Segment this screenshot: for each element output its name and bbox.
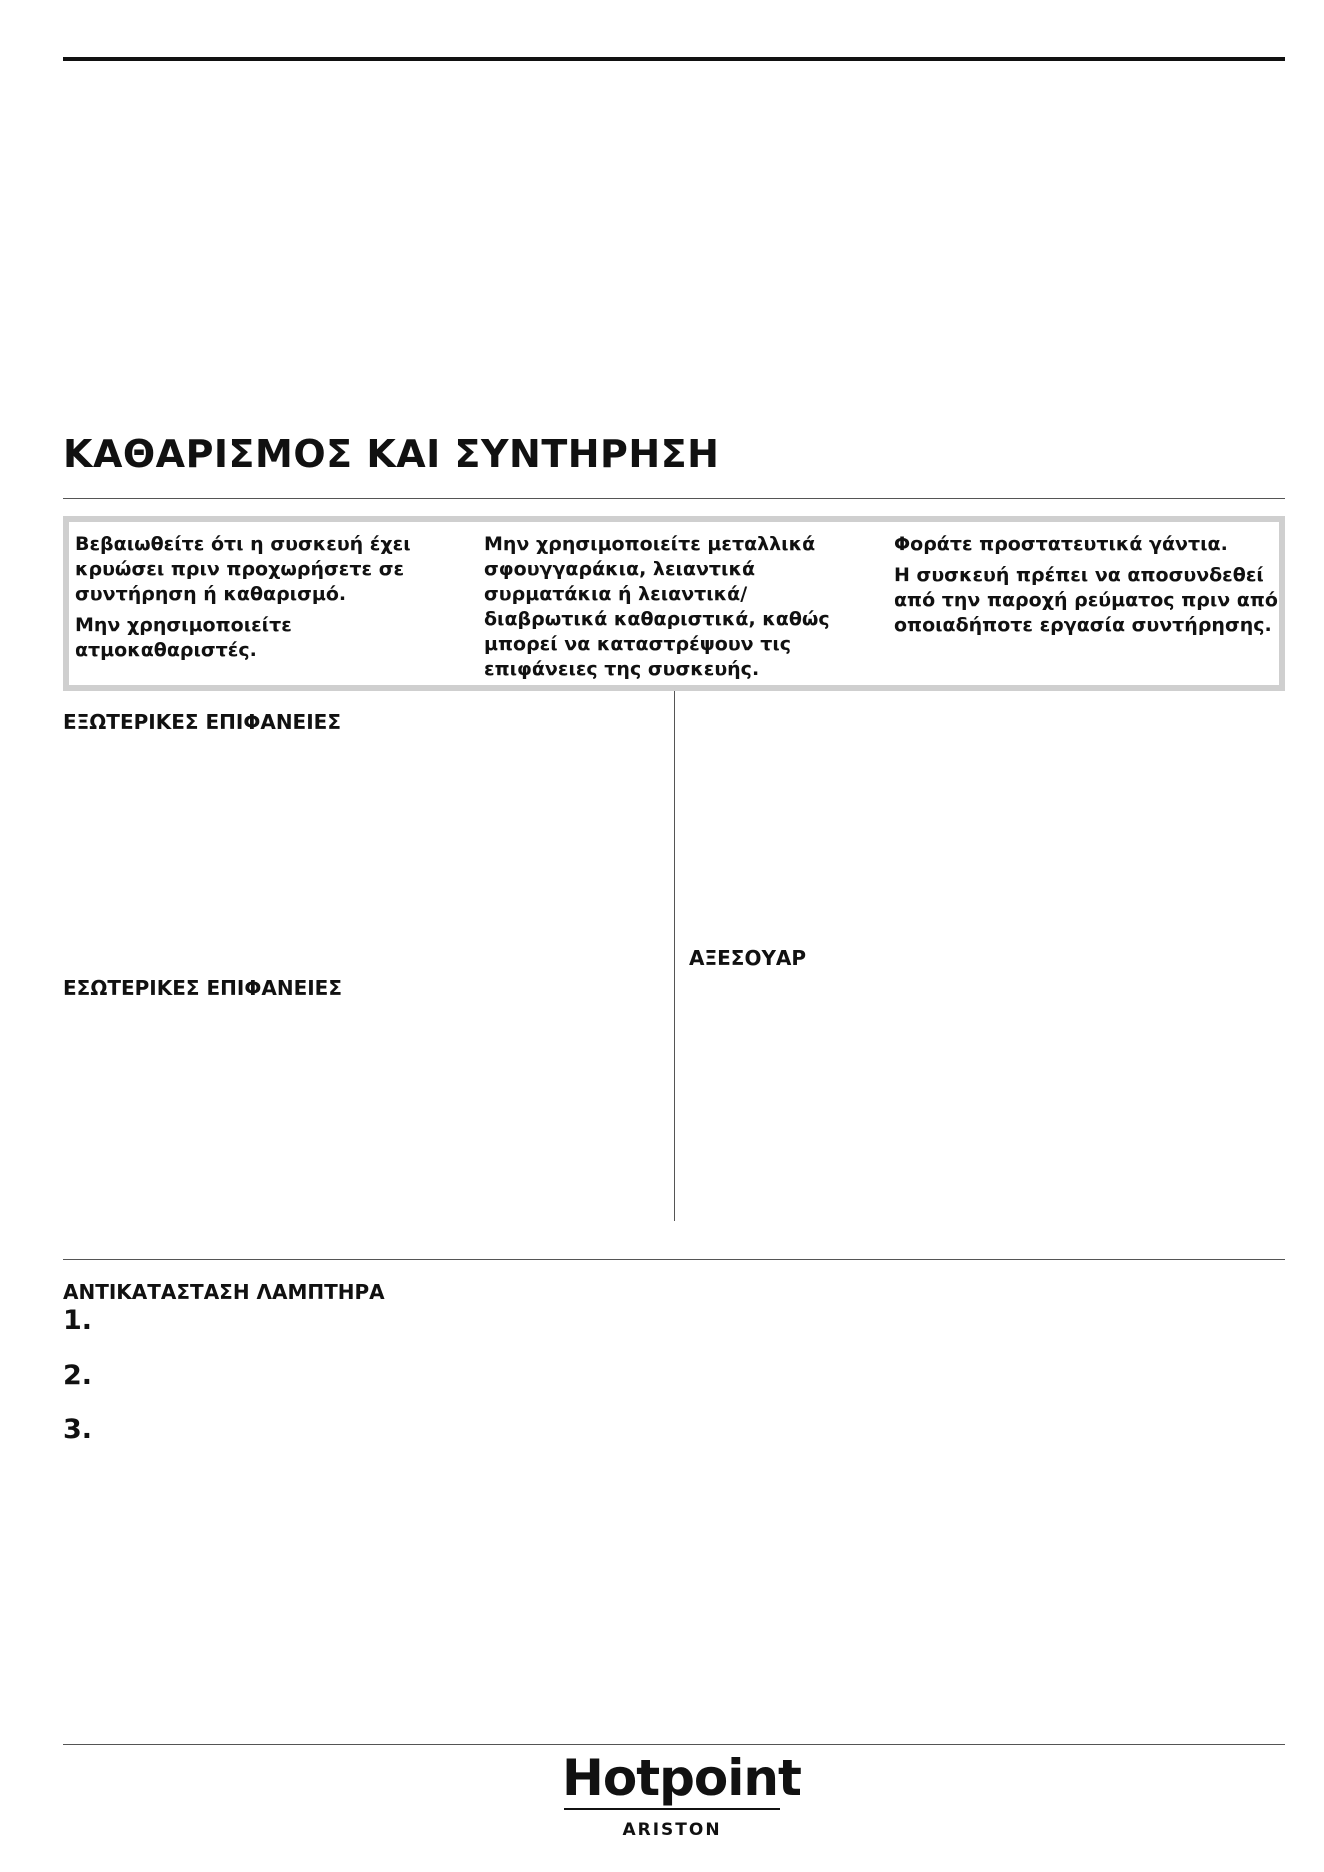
warning-text: Η συσκευή πρέπει να αποσυνδεθεί από την παροχή ρεύματος πριν από οποιαδήποτε εργασία συντήρησης. bbox=[894, 564, 1278, 636]
lamp-step-1: 1. bbox=[63, 1305, 93, 1336]
lamp-step-3: 3. bbox=[63, 1414, 93, 1445]
warning-text: Βεβαιωθείτε ότι η συσκευή έχει κρυώσει πριν προχωρήσετε σε συντήρηση ή καθαρισμό. bbox=[75, 533, 411, 605]
warning-column-2 bbox=[484, 532, 874, 688]
column-divider bbox=[674, 691, 675, 1221]
logo-underline bbox=[564, 1808, 780, 1810]
logo-brand-text: Hotpoint bbox=[562, 1749, 801, 1807]
lamp-replacement-heading: ΑΝΤΙΚΑΤΑΣΤΑΣΗ ΛΑΜΠΤΗΡΑ bbox=[63, 1280, 385, 1304]
exterior-surfaces-heading: ΕΞΩΤΕΡΙΚΕΣ ΕΠΙΦΑΝΕΙΕΣ bbox=[63, 710, 341, 734]
accessories-heading: ΑΞΕΣΟΥΑΡ bbox=[689, 946, 807, 970]
warning-text: Μην χρησιμοποιείτε ατμοκαθαριστές. bbox=[75, 614, 292, 661]
warning-column-1 bbox=[75, 532, 455, 669]
lamp-section-divider bbox=[63, 1259, 1285, 1260]
lamp-step-2: 2. bbox=[63, 1360, 93, 1391]
hotpoint-ariston-logo bbox=[562, 1746, 801, 1842]
page-title: ΚΑΘΑΡΙΣΜΟΣ ΚΑΙ ΣΥΝΤΗΡΗΣΗ bbox=[63, 432, 720, 476]
warning-text: Φοράτε προστατευτικά γάντια. bbox=[894, 533, 1228, 555]
warning-column-3 bbox=[894, 532, 1279, 644]
top-rule bbox=[63, 57, 1285, 61]
logo-subbrand-text: ARISTON bbox=[622, 1820, 722, 1840]
title-divider bbox=[63, 498, 1285, 499]
footer-rule bbox=[63, 1744, 1285, 1745]
warning-text: Μην χρησιμοποιείτε μεταλλικά σφουγγαράκια, λειαντικά συρματάκια ή λειαντικά/ διαβρωτικά καθαριστικά, καθώς μπορεί να καταστρέψουν τις επιφάνειες της συσκευής. bbox=[484, 533, 830, 680]
safety-warning-box bbox=[63, 516, 1285, 691]
interior-surfaces-heading: ΕΣΩΤΕΡΙΚΕΣ ΕΠΙΦΑΝΕΙΕΣ bbox=[63, 976, 343, 1000]
safety-warning-inner bbox=[69, 522, 1279, 685]
